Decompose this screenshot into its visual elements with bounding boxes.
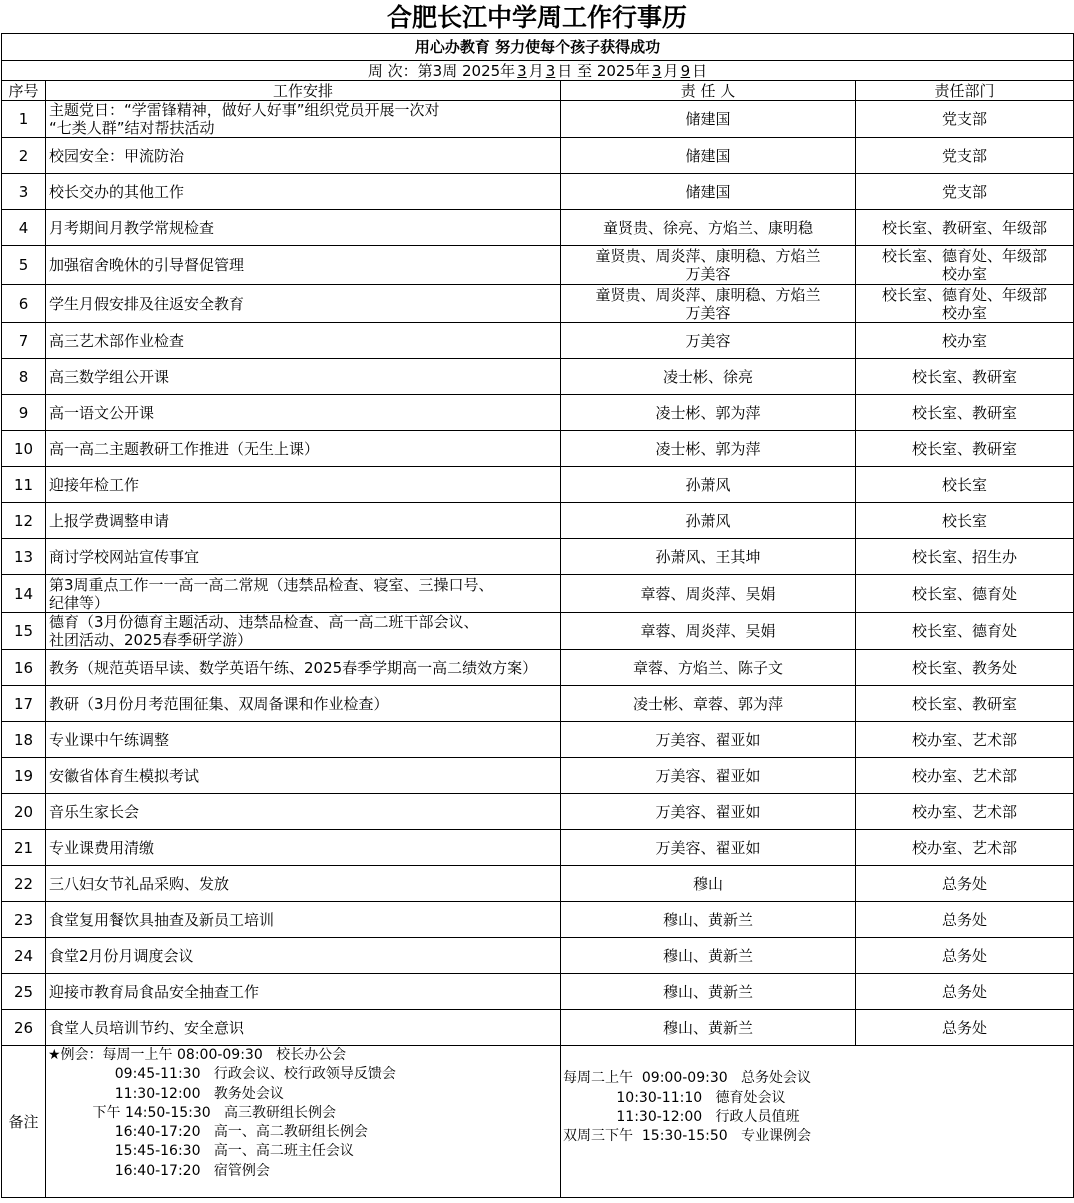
row-task: 校园安全：甲流防治 (46, 138, 561, 174)
day-word: 日 (692, 61, 708, 80)
table-row (2, 431, 1074, 467)
row-task: 迎接市教育局食品安全抽查工作 (46, 974, 561, 1010)
row-dept: 校办室 (856, 323, 1074, 359)
row-task: 高一高二主题教研工作推进（无生上课） (46, 431, 561, 467)
row-dept: 总务处 (856, 938, 1074, 974)
row-num: 18 (2, 722, 46, 758)
row-person: 孙萧风 (561, 467, 856, 503)
row-task: 食堂人员培训节约、安全意识 (46, 1010, 561, 1046)
row-num: 2 (2, 138, 46, 174)
table-row (2, 866, 1074, 902)
row-person: 穆山、黄新兰 (561, 902, 856, 938)
row-dept: 党支部 (856, 138, 1074, 174)
table-row (2, 974, 1074, 1010)
header-num: 序号 (2, 81, 46, 101)
row-num: 6 (2, 285, 46, 323)
row-task: 高一语文公开课 (46, 395, 561, 431)
row-num: 26 (2, 1010, 46, 1046)
row-num: 1 (2, 101, 46, 138)
row-num: 23 (2, 902, 46, 938)
row-num: 20 (2, 794, 46, 830)
row-num: 16 (2, 650, 46, 686)
row-dept: 校长室、教研室 (856, 431, 1074, 467)
row-num: 11 (2, 467, 46, 503)
page-title: 合肥长江中学周工作行事历 (386, 3, 687, 32)
row-person: 穆山 (561, 866, 856, 902)
row-dept: 党支部 (856, 174, 1074, 210)
row-dept: 总务处 (856, 1010, 1074, 1046)
row-task: 月考期间月教学常规检查 (46, 210, 561, 246)
header-dept: 责任部门 (856, 81, 1074, 101)
row-person: 万美容、翟亚如 (561, 758, 856, 794)
row-num: 15 (2, 613, 46, 650)
row-dept: 总务处 (856, 902, 1074, 938)
header-row (2, 81, 1074, 101)
row-person: 万美容、翟亚如 (561, 722, 856, 758)
end-month: 3 (652, 61, 662, 80)
table-row (2, 539, 1074, 575)
row-dept: 校长室 (856, 503, 1074, 539)
row-person: 万美容、翟亚如 (561, 794, 856, 830)
row-num: 4 (2, 210, 46, 246)
row-person: 万美容 (561, 323, 856, 359)
row-task: 专业课中午练调整 (46, 722, 561, 758)
row-dept: 校长室、教研室 (856, 395, 1074, 431)
end-day: 9 (680, 61, 691, 80)
table-row (2, 938, 1074, 974)
row-task: 高三数学组公开课 (46, 359, 561, 395)
table-row (2, 686, 1074, 722)
row-num: 9 (2, 395, 46, 431)
table-row (2, 210, 1074, 246)
row-num: 22 (2, 866, 46, 902)
to-word: 日 至 2025年 (557, 61, 650, 80)
table-row (2, 613, 1074, 650)
table-row (2, 323, 1074, 359)
row-dept: 校长室、德育处、年级部 校办室 (856, 285, 1074, 323)
row-person: 童贤贵、周炎萍、康明稳、方焰兰 万美容 (561, 285, 856, 323)
row-task: 德育（3月份德育主题活动、违禁品检查、高一高二班干部会议、 社团活动、2025春季研学游） (46, 613, 561, 650)
table-row (2, 650, 1074, 686)
row-task: 音乐生家长会 (46, 794, 561, 830)
row-task: 学生月假安排及往返安全教育 (46, 285, 561, 323)
row-person: 凌士彬、郭为萍 (561, 431, 856, 467)
row-num: 19 (2, 758, 46, 794)
table-row (2, 575, 1074, 613)
month-word-1: 月 (528, 61, 544, 80)
notes-right-text: 每周二上午 09:00-09:30 总务处会议 10:30-11:10 德育处会议 11:30-12:00 行政人员值班 双周三下午 15:30-15:50 专业课例会 (563, 1070, 811, 1145)
table-row (2, 138, 1074, 174)
notes-left-text: ★例会：每周一上午 08:00-09:30 校长办公会 09:45-11:30 行政会议、校行政领导反馈会 11:30-12:00 教务处会议 下午 14:50-15:30 高三教研组长例会 16:40-17:20 高一、高二教研组长例会 15:45-16:30 高一、高二班主任会议 16:40-17:20 宿管例会 (48, 1047, 396, 1179)
table-row (2, 830, 1074, 866)
row-task: 迎接年检工作 (46, 467, 561, 503)
row-num: 14 (2, 575, 46, 613)
row-person: 万美容、翟亚如 (561, 830, 856, 866)
row-dept: 校办室、艺术部 (856, 722, 1074, 758)
row-task: 食堂2月份月调度会议 (46, 938, 561, 974)
row-task: 食堂复用餐饮具抽查及新员工培训 (46, 902, 561, 938)
table-row (2, 246, 1074, 285)
row-person: 章蓉、周炎萍、吴娟 (561, 575, 856, 613)
row-dept: 校长室、招生办 (856, 539, 1074, 575)
row-task: 三八妇女节礼品采购、发放 (46, 866, 561, 902)
row-person: 储建国 (561, 174, 856, 210)
row-person: 穆山、黄新兰 (561, 938, 856, 974)
table-row (2, 174, 1074, 210)
row-num: 3 (2, 174, 46, 210)
start-month: 3 (517, 61, 527, 80)
row-task: 教研（3月份月考范围征集、双周备课和作业检查） (46, 686, 561, 722)
table-row (2, 359, 1074, 395)
row-num: 21 (2, 830, 46, 866)
row-dept: 校办室、艺术部 (856, 794, 1074, 830)
notes-label: 备注 (2, 1046, 46, 1198)
table-row (2, 503, 1074, 539)
table-row (2, 101, 1074, 138)
row-task: 教务（规范英语早读、数学英语午练、2025春季学期高一高二绩效方案） (46, 650, 561, 686)
row-num: 8 (2, 359, 46, 395)
row-dept: 校长室、教研室、年级部 (856, 210, 1074, 246)
table-row (2, 722, 1074, 758)
header-task: 工作安排 (46, 81, 561, 101)
row-num: 5 (2, 246, 46, 285)
row-dept: 校长室、德育处 (856, 613, 1074, 650)
row-dept: 校长室 (856, 467, 1074, 503)
row-person: 凌士彬、章蓉、郭为萍 (561, 686, 856, 722)
row-person: 凌士彬、郭为萍 (561, 395, 856, 431)
table-row (2, 285, 1074, 323)
row-person: 章蓉、周炎萍、吴娟 (561, 613, 856, 650)
row-task: 第3周重点工作一一高一高二常规（违禁品检查、寝室、三操口号、 纪律等） (46, 575, 561, 613)
table-row (2, 758, 1074, 794)
slogan: 用心办教育 努力使每个孩子获得成功 (2, 34, 1074, 61)
row-num: 17 (2, 686, 46, 722)
row-dept: 校长室、教研室 (856, 359, 1074, 395)
row-num: 13 (2, 539, 46, 575)
notes-row (2, 1046, 1074, 1198)
week-range (2, 61, 1074, 81)
row-person: 储建国 (561, 101, 856, 138)
row-person: 穆山、黄新兰 (561, 974, 856, 1010)
row-dept: 党支部 (856, 101, 1074, 138)
row-num: 7 (2, 323, 46, 359)
row-dept: 校长室、教研室 (856, 686, 1074, 722)
row-task: 上报学费调整申请 (46, 503, 561, 539)
row-person: 孙萧风 (561, 503, 856, 539)
slogan-row (2, 34, 1074, 61)
row-num: 10 (2, 431, 46, 467)
row-task: 高三艺术部作业检查 (46, 323, 561, 359)
table-row (2, 395, 1074, 431)
row-dept: 总务处 (856, 866, 1074, 902)
row-dept: 总务处 (856, 974, 1074, 1010)
row-task: 安徽省体育生模拟考试 (46, 758, 561, 794)
row-person: 童贤贵、徐亮、方焰兰、康明稳 (561, 210, 856, 246)
row-task: 校长交办的其他工作 (46, 174, 561, 210)
schedule-table (1, 33, 1074, 1198)
table-row (2, 1010, 1074, 1046)
start-day: 3 (545, 61, 556, 80)
row-person: 凌士彬、徐亮 (561, 359, 856, 395)
row-dept: 校办室、艺术部 (856, 830, 1074, 866)
table-row (2, 902, 1074, 938)
row-person: 童贤贵、周炎萍、康明稳、方焰兰 万美容 (561, 246, 856, 285)
week-row (2, 61, 1074, 81)
row-task: 加强宿舍晚休的引导督促管理 (46, 246, 561, 285)
row-person: 储建国 (561, 138, 856, 174)
row-dept: 校长室、德育处、年级部 校办室 (856, 246, 1074, 285)
row-dept: 校长室、德育处 (856, 575, 1074, 613)
table-row (2, 794, 1074, 830)
row-num: 24 (2, 938, 46, 974)
row-person: 穆山、黄新兰 (561, 1010, 856, 1046)
row-task: 商讨学校网站宣传事宜 (46, 539, 561, 575)
row-person: 孙萧风、王其坤 (561, 539, 856, 575)
row-task: 主题党日：“学雷锋精神，做好人好事”组织党员开展一次对 “七类人群”结对帮扶活动 (46, 101, 561, 138)
row-dept: 校办室、艺术部 (856, 758, 1074, 794)
week-label: 周 次：第3周 2025年 (367, 61, 516, 80)
header-person: 责 任 人 (561, 81, 856, 101)
month-word-2: 月 (663, 61, 679, 80)
row-person: 章蓉、方焰兰、陈子文 (561, 650, 856, 686)
row-dept: 校长室、教务处 (856, 650, 1074, 686)
table-row (2, 467, 1074, 503)
row-task: 专业课费用清缴 (46, 830, 561, 866)
row-num: 12 (2, 503, 46, 539)
notes-meetings-monday (46, 1046, 561, 1198)
notes-meetings-other (561, 1046, 1074, 1198)
row-num: 25 (2, 974, 46, 1010)
